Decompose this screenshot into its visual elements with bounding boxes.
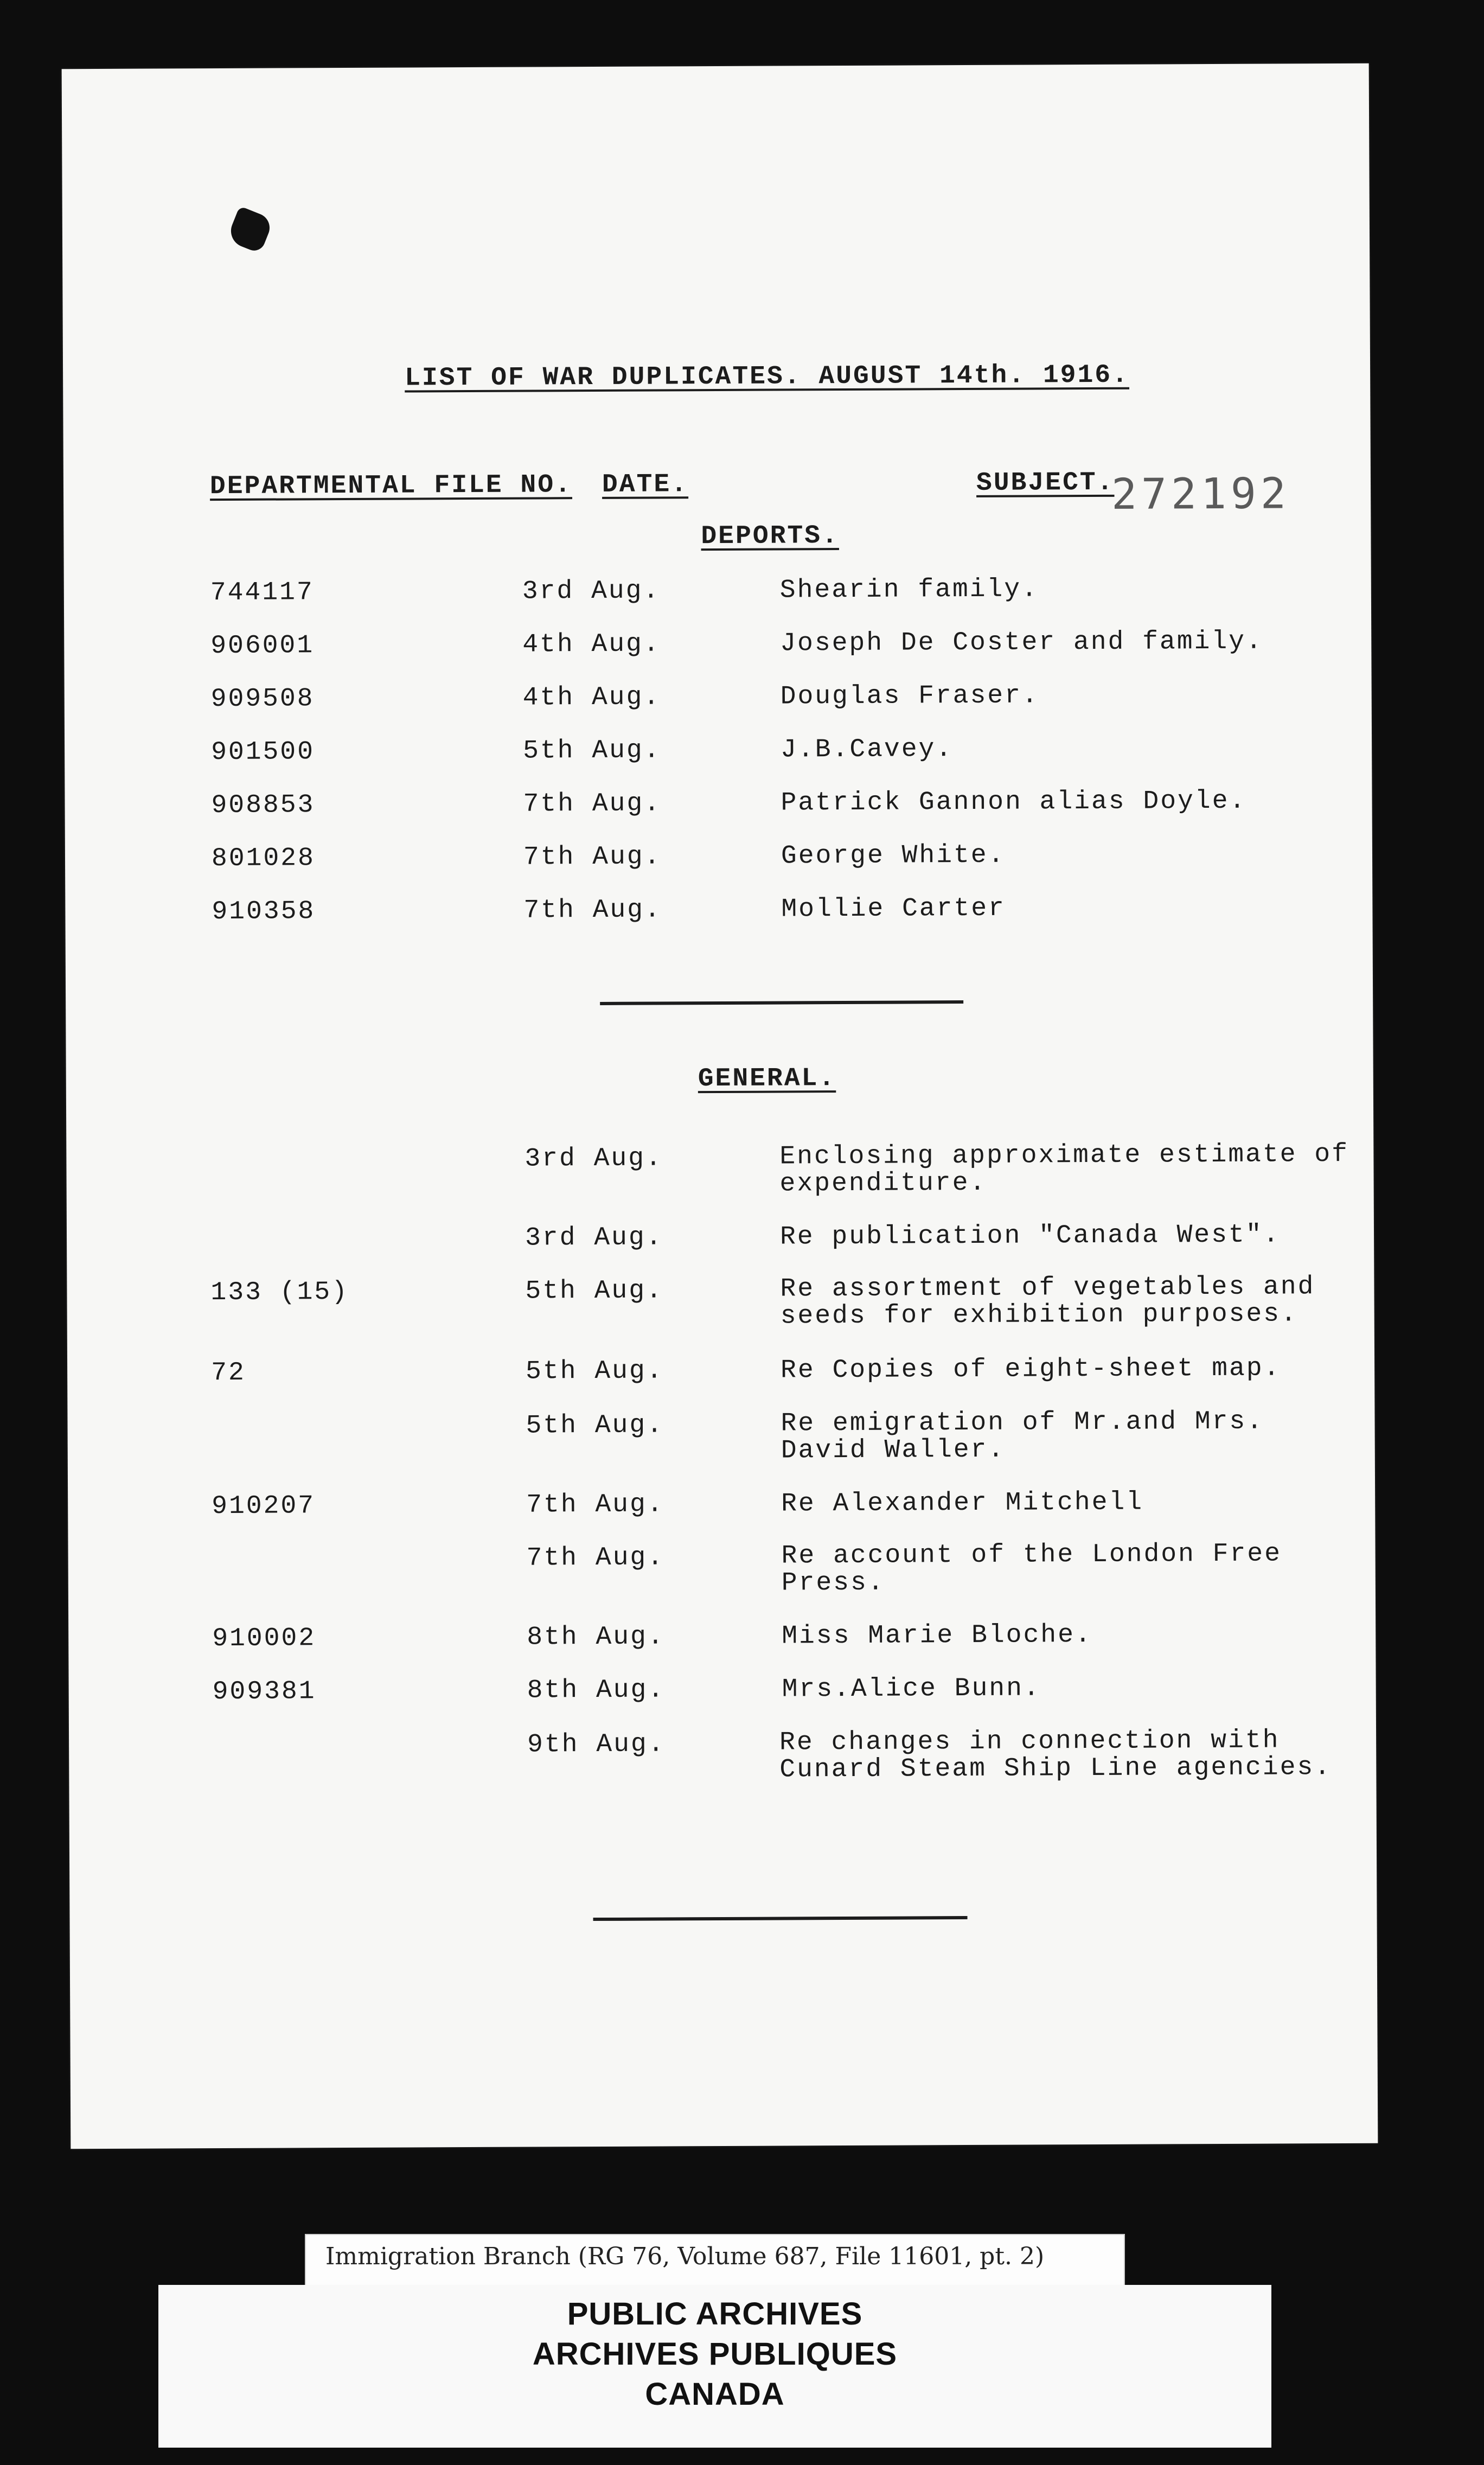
ink-blot-mark xyxy=(226,206,274,254)
row-date: 7th Aug. xyxy=(526,1543,665,1573)
archive-label xyxy=(158,2285,1271,2448)
closing-divider xyxy=(593,1916,968,1921)
header-file-no: DEPARTMENTAL FILE NO. xyxy=(209,470,573,502)
row-date: 4th Aug. xyxy=(522,629,661,660)
row-date: 5th Aug. xyxy=(526,1410,664,1441)
section-divider xyxy=(600,1000,963,1005)
row-date: 7th Aug. xyxy=(523,789,662,819)
section-heading-general: GENERAL. xyxy=(698,1064,836,1094)
row-subject: Re Alexander Mitchell xyxy=(781,1487,1144,1519)
row-date: 5th Aug. xyxy=(525,1276,664,1306)
header-date: DATE. xyxy=(602,470,689,500)
section-heading-deports: DEPORTS. xyxy=(701,521,839,552)
row-subject: Re emigration of Mr.and Mrs. David Waller. xyxy=(781,1407,1264,1466)
row-subject: Re Copies of eight-sheet map. xyxy=(781,1353,1281,1385)
file-number: 72 xyxy=(211,1358,246,1388)
row-subject: Douglas Fraser. xyxy=(780,681,1039,712)
file-number: 744117 xyxy=(210,578,314,608)
row-subject: J.B.Cavey. xyxy=(781,735,954,765)
archive-label-line: PUBLIC ARCHIVES xyxy=(567,2296,863,2332)
row-subject: Re account of the London Free Press. xyxy=(781,1539,1282,1598)
row-subject: Miss Marie Bloche. xyxy=(782,1620,1092,1651)
file-number: 910358 xyxy=(212,897,316,927)
row-date: 7th Aug. xyxy=(526,1490,664,1520)
document-page xyxy=(62,63,1378,2149)
row-subject: Re publication "Canada West". xyxy=(779,1220,1281,1252)
row-date: 4th Aug. xyxy=(522,682,661,713)
file-stamp-number: 272192 xyxy=(1111,469,1291,519)
file-number: 908853 xyxy=(211,790,315,821)
file-number: 801028 xyxy=(211,844,315,874)
archive-caption: Immigration Branch (RG 76, Volume 687, File 11601, pt. 2) xyxy=(325,2243,1045,2270)
row-date: 9th Aug. xyxy=(527,1729,666,1760)
file-number: 133 (15) xyxy=(210,1277,349,1308)
row-date: 7th Aug. xyxy=(523,895,662,925)
row-subject: Joseph De Coster and family. xyxy=(780,627,1263,659)
row-date: 8th Aug. xyxy=(527,1622,665,1652)
file-number: 910207 xyxy=(212,1491,316,1522)
row-subject: George White. xyxy=(781,840,1006,871)
row-subject: Patrick Gannon alias Doyle. xyxy=(781,786,1247,818)
file-number: 909381 xyxy=(212,1677,316,1707)
file-number: 901500 xyxy=(211,737,315,768)
row-subject: Mrs.Alice Bunn. xyxy=(782,1674,1041,1704)
row-subject: Enclosing approximate estimate of expenditure. xyxy=(779,1139,1349,1199)
row-date: 5th Aug. xyxy=(526,1356,664,1387)
row-date: 8th Aug. xyxy=(527,1675,666,1706)
archive-label-line: ARCHIVES PUBLIQUES xyxy=(532,2336,898,2372)
document-title: LIST OF WAR DUPLICATES. AUGUST 14th. 1916. xyxy=(405,360,1130,393)
row-subject: Mollie Carter xyxy=(781,893,1006,924)
row-date: 5th Aug. xyxy=(523,736,661,766)
file-number: 910002 xyxy=(212,1624,316,1654)
row-date: 3rd Aug. xyxy=(522,576,661,606)
header-subject: SUBJECT. xyxy=(976,468,1115,498)
row-subject: Shearin family. xyxy=(779,574,1039,605)
row-date: 3rd Aug. xyxy=(524,1144,663,1174)
file-number: 909508 xyxy=(210,684,315,714)
row-date: 3rd Aug. xyxy=(524,1223,663,1253)
archive-label-line: CANADA xyxy=(645,2377,785,2412)
row-subject: Re changes in connection with Cunard Steam Ship Line agencies. xyxy=(779,1726,1332,1785)
row-date: 7th Aug. xyxy=(523,842,662,872)
file-number: 906001 xyxy=(210,631,315,661)
row-subject: Re assortment of vegetables and seeds for exhibition purposes. xyxy=(780,1272,1315,1331)
